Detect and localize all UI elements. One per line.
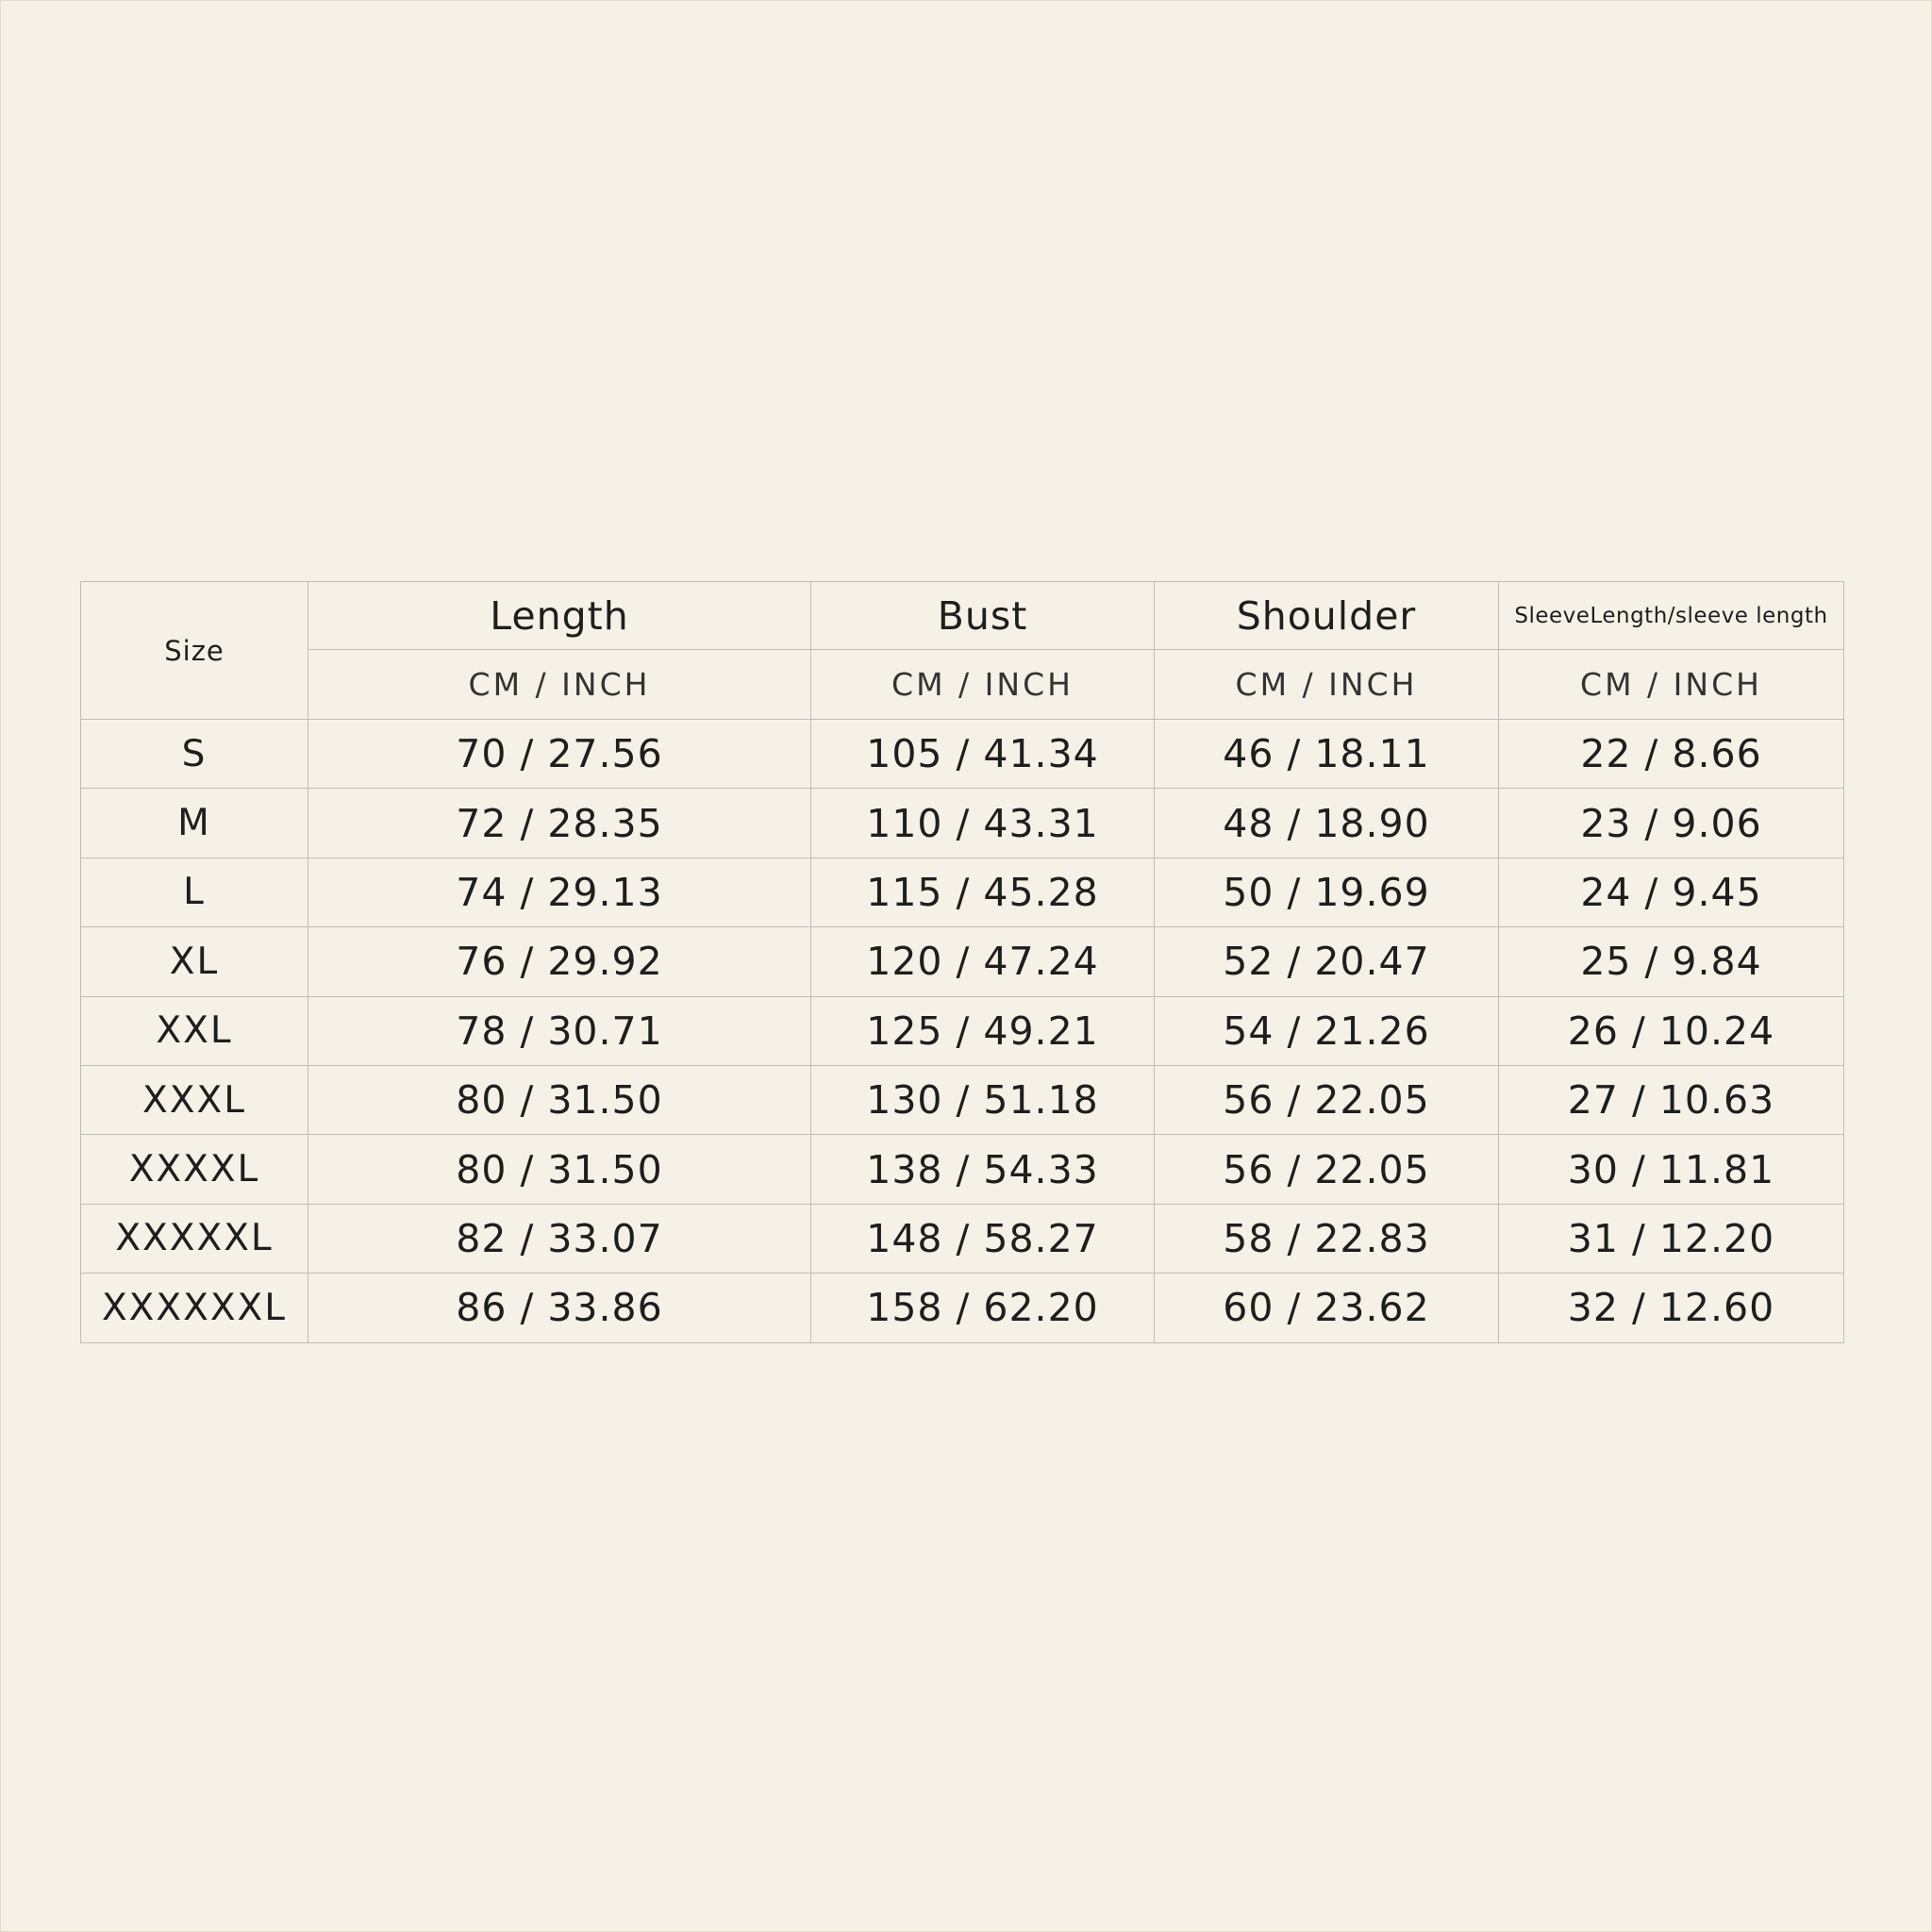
table-row [81,1065,1844,1134]
length-cell: 74 / 29.13 [308,858,811,926]
sleeve-length-cell: 22 / 8.66 [1499,720,1844,789]
sleeve-length-cell: 30 / 11.81 [1499,1135,1844,1204]
sleeve-length-unit-label: CM / INCH [1499,650,1844,720]
bust-cell: 105 / 41.34 [811,720,1155,789]
size-column-header: Size [81,582,308,720]
sleeve-length-cell: 27 / 10.63 [1499,1065,1844,1134]
shoulder-cell: 46 / 18.11 [1155,720,1499,789]
shoulder-cell: 50 / 19.69 [1155,858,1499,926]
shoulder-column-header: Shoulder [1155,582,1499,650]
length-cell: 70 / 27.56 [308,720,811,789]
sleeve-length-column-header: SleeveLength/sleeve length [1499,582,1844,650]
length-column-header: Length [308,582,811,650]
sleeve-length-cell: 25 / 9.84 [1499,927,1844,996]
length-cell: 80 / 31.50 [308,1135,811,1204]
length-cell: 80 / 31.50 [308,1065,811,1134]
sleeve-length-cell: 24 / 9.45 [1499,858,1844,926]
bust-unit-label: CM / INCH [811,650,1155,720]
size-cell: XXL [81,996,308,1065]
shoulder-unit-label: CM / INCH [1155,650,1499,720]
table-row [81,720,1844,789]
bust-cell: 148 / 58.27 [811,1204,1155,1273]
bust-cell: 115 / 45.28 [811,858,1155,926]
size-cell: M [81,789,308,858]
length-cell: 86 / 33.86 [308,1274,811,1342]
bust-cell: 125 / 49.21 [811,996,1155,1065]
size-cell: XL [81,927,308,996]
size-cell: XXXXXXL [81,1274,308,1342]
bust-cell: 158 / 62.20 [811,1274,1155,1342]
table-row [81,927,1844,996]
header-row-units [81,650,1844,720]
length-cell: 82 / 33.07 [308,1204,811,1273]
table-row [81,789,1844,858]
bust-cell: 130 / 51.18 [811,1065,1155,1134]
shoulder-cell: 48 / 18.90 [1155,789,1499,858]
length-cell: 72 / 28.35 [308,789,811,858]
sleeve-length-cell: 31 / 12.20 [1499,1204,1844,1273]
table-row [81,996,1844,1065]
length-unit-label: CM / INCH [308,650,811,720]
shoulder-cell: 60 / 23.62 [1155,1274,1499,1342]
shoulder-cell: 58 / 22.83 [1155,1204,1499,1273]
size-cell: S [81,720,308,789]
size-cell: XXXXXL [81,1204,308,1273]
table-row [81,858,1844,926]
sleeve-length-cell: 23 / 9.06 [1499,789,1844,858]
table-row [81,1204,1844,1273]
bust-cell: 120 / 47.24 [811,927,1155,996]
bust-cell: 138 / 54.33 [811,1135,1155,1204]
shoulder-cell: 56 / 22.05 [1155,1065,1499,1134]
bust-cell: 110 / 43.31 [811,789,1155,858]
table-row [81,1274,1844,1342]
size-cell: XXXL [81,1065,308,1134]
shoulder-cell: 52 / 20.47 [1155,927,1499,996]
bust-column-header: Bust [811,582,1155,650]
shoulder-cell: 54 / 21.26 [1155,996,1499,1065]
header-row-titles [81,582,1844,650]
length-cell: 78 / 30.71 [308,996,811,1065]
table-row [81,1135,1844,1204]
sleeve-length-cell: 32 / 12.60 [1499,1274,1844,1342]
size-chart-table [80,581,1844,1343]
length-cell: 76 / 29.92 [308,927,811,996]
sleeve-length-cell: 26 / 10.24 [1499,996,1844,1065]
size-cell: XXXXL [81,1135,308,1204]
shoulder-cell: 56 / 22.05 [1155,1135,1499,1204]
size-cell: L [81,858,308,926]
